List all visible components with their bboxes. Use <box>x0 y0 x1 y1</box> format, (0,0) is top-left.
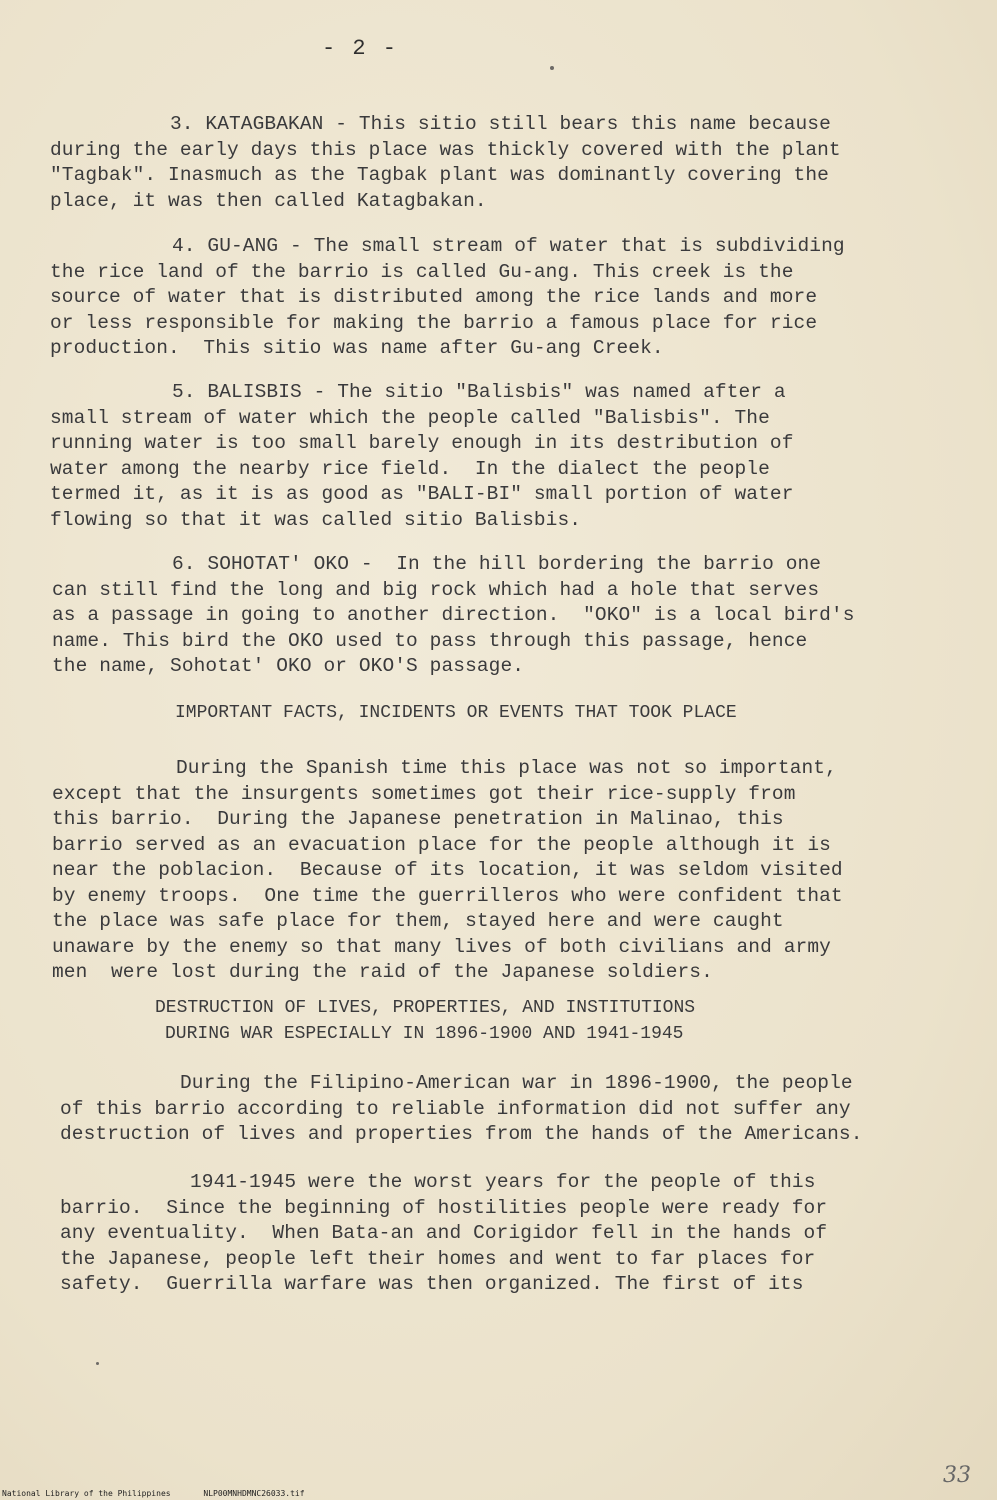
sitio-sohotat-oko-paragraph: 6. SOHOTAT' OKO - In the hill bordering the barrio one can still find the long and big rock which had a hole that serves as a passage in going to another direction. "OKO" is a local bird's name. This bird the OKO used to pass through this passage, hence the name, Sohotat' OKO or OKO'S passage. <box>52 553 855 677</box>
footer-source: National Library of the Philippines <box>2 1489 171 1498</box>
sitio-gu-ang-paragraph: 4. GU-ANG - The small stream of water that is subdividing the rice land of the barrio is called Gu-ang. This creek is the source of water that is distributed among the rice lands and more or less responsible for making the barrio a famous place for rice production. This sitio was name after Gu-ang Creek. <box>50 235 845 359</box>
sitio-balisbis-paragraph: 5. BALISBIS - The sitio "Balisbis" was named after a small stream of water which the people called "Balisbis". The running water is too small barely enough in its destribution of water among the nearby rice field. In the dialect the people termed it, as it is as good as "BALI-BI" small portion of water flowing so that it was called sitio Balisbis. <box>50 381 794 531</box>
paper-speck <box>96 1362 99 1365</box>
sitio-katagbakan-paragraph: 3. KATAGBAKAN - This sitio still bears this name because during the early days this place was thickly covered with the plant "Tagbak". Inasmuch as the Tagbak plant was dominantly covering the place, it was then called Katagbakan. <box>50 113 841 212</box>
destruction-heading-line-1: DESTRUCTION OF LIVES, PROPERTIES, AND INSTITUTIONS <box>155 998 696 1018</box>
destruction-heading-line-2: DURING WAR ESPECIALLY IN 1896-1900 AND 1941-1945 <box>165 1024 684 1044</box>
paper-speck <box>550 66 554 70</box>
handwritten-page-number: 33 <box>943 1463 971 1488</box>
filipino-american-war-paragraph: During the Filipino-American war in 1896-1900, the people of this barrio according to reliable information did not suffer any destruction of lives and properties from the hands of the Americans. <box>60 1072 863 1145</box>
important-facts-paragraph: During the Spanish time this place was not so important, except that the insurgents sometimes got their rice-supply from this barrio. During the Japanese penetration in Malinao, this barrio served as an evacuation place for the people although it is near the poblacion. Because of its location, it was seldom visited by enemy troops. One time the guerrilleros who were confident that the place was safe place for them, stayed here and were caught unaware by the enemy so that many lives of both civilians and army men were lost during the raid of the Japanese soldiers. <box>52 757 843 983</box>
world-war-paragraph: 1941-1945 were the worst years for the people of this barrio. Since the beginning of hostilities people were ready for any eventuality. When Bata-an and Corigidor fell in the hands of the Japanese, people left their homes and went to far places for safety. Guerrilla warfare was then organized. The first of its <box>60 1171 828 1295</box>
archive-footer <box>2 1489 333 1498</box>
footer-filename: NLP00MNHDMNC26033.tif <box>203 1489 305 1498</box>
important-facts-heading: IMPORTANT FACTS, INCIDENTS OR EVENTS THAT TOOK PLACE <box>175 703 737 723</box>
page-number: - 2 - <box>321 36 398 61</box>
